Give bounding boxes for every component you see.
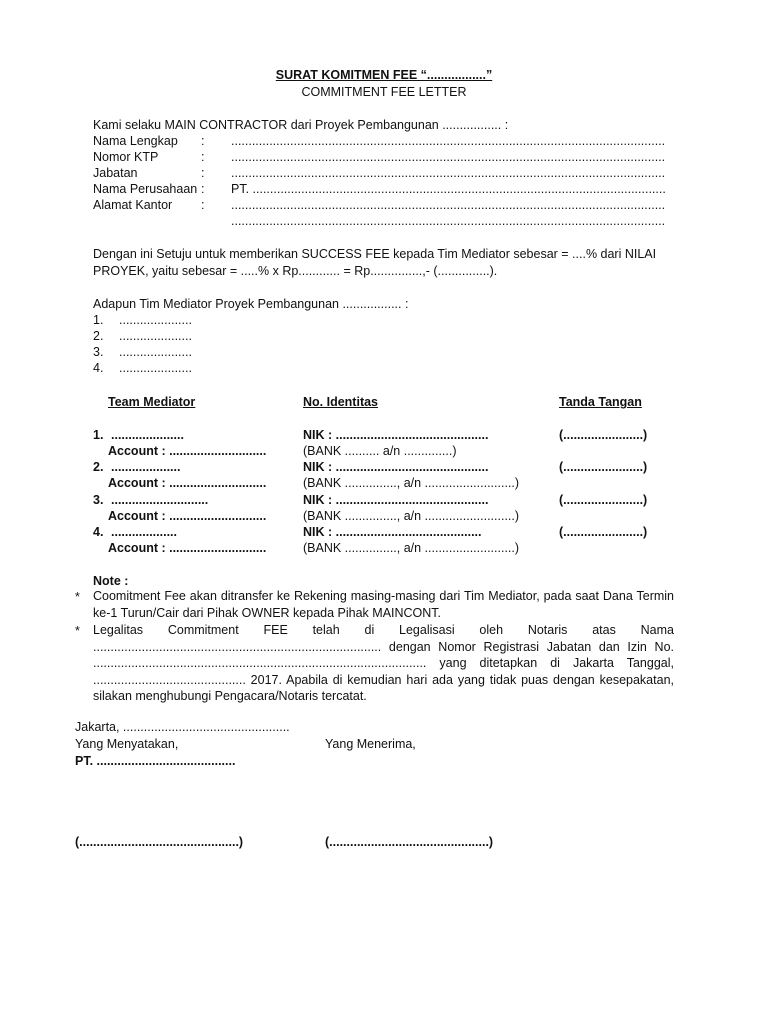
field-label: Nama Perusahaan [93, 182, 198, 196]
field-value: ............................................................................................................................. [231, 150, 666, 164]
account-value: Account : ............................ [108, 476, 267, 490]
field-value: PT. ....................................................................................................................... [231, 182, 666, 196]
letter-subtitle: COMMITMENT FEE LETTER [301, 85, 467, 99]
company-name: PT. ........................................ [75, 754, 236, 768]
nik-value: NIK : .......................................... [303, 525, 482, 539]
agreement-line-2: PROYEK, yaitu sebesar = .....% x Rp............ = Rp...............,- (...............). [93, 264, 498, 278]
field-label: Nomor KTP [93, 150, 159, 164]
list-number: 3. [93, 345, 104, 359]
note-bullet: * [75, 590, 80, 604]
nik-value: NIK : ............................................ [303, 493, 489, 507]
left-role: Yang Menyatakan, [75, 737, 179, 751]
note-text: Coomitment Fee akan ditransfer ke Rekening masing-masing dari Tim Mediator, pada saat Dana Termin ke-1 Turun/Cair dari Pihak OWNER kepada Pihak MAINCONT. [93, 589, 674, 620]
nik-value: NIK : ............................................ [303, 428, 489, 442]
field-colon: : [201, 166, 205, 180]
address-line-2: ............................................................................................................................. [231, 214, 666, 228]
intro-text: Kami selaku MAIN CONTRACTOR dari Proyek Pembangunan ................. : [93, 118, 509, 132]
header-no-identitas: No. Identitas [303, 395, 379, 409]
mediator-name: ............................ [111, 493, 209, 507]
list-item: ..................... [119, 361, 192, 375]
letter-title: SURAT KOMITMEN FEE “.................” [275, 68, 493, 82]
mediator-name: ..................... [111, 428, 184, 442]
left-signature: (..............................................) [75, 835, 244, 849]
field-label: Jabatan [93, 166, 138, 180]
signature-slot: (.......................) [559, 428, 648, 442]
list-number: 2. [93, 329, 104, 343]
header-tanda-tangan: Tanda Tangan [559, 395, 642, 409]
bank-value: (BANK ..............., a/n ..........................) [303, 509, 520, 523]
note-bullet: * [75, 624, 80, 638]
signature-slot: (.......................) [559, 525, 648, 539]
right-role: Yang Menerima, [325, 737, 416, 751]
field-colon: : [201, 134, 205, 148]
account-value: Account : ............................ [108, 509, 267, 523]
note-title: Note : [93, 574, 129, 588]
note-text: Legalitas Commitment FEE telah di Legalisasi oleh Notaris atas Nama ................................................................................... dengan Nomor Registrasi Jabatan dan Izin No. ................................................................................................ yang ditetapkan di Jakarta Tanggal, ............................................ 2017. Apabila di kemudian hari ada yang tidak puas dengan kesepakatan, silakan menghubungi Pengacara/Notaris tercatat. [93, 623, 674, 703]
signature-slot: (.......................) [559, 493, 648, 507]
field-label: Nama Lengkap [93, 134, 178, 148]
bank-value: (BANK ..............., a/n ..........................) [303, 541, 520, 555]
bank-value: (BANK ..............., a/n ..........................) [303, 476, 520, 490]
account-value: Account : ............................ [108, 444, 267, 458]
list-item: ..................... [119, 329, 192, 343]
row-number: 4. [93, 525, 104, 539]
field-colon: : [201, 182, 205, 196]
account-value: Account : ............................ [108, 541, 267, 555]
row-number: 1. [93, 428, 104, 442]
nik-value: NIK : ............................................ [303, 460, 489, 474]
field-colon: : [201, 198, 205, 212]
bank-value: (BANK .......... a/n ..............) [303, 444, 457, 458]
list-item: ..................... [119, 345, 192, 359]
header-team-mediator: Team Mediator [108, 395, 196, 409]
list-number: 4. [93, 361, 104, 375]
list-number: 1. [93, 313, 104, 327]
field-colon: : [201, 150, 205, 164]
field-label: Alamat Kantor [93, 198, 173, 212]
field-value: ............................................................................................................................. [231, 134, 666, 148]
mediator-name: .................... [111, 460, 181, 474]
mediator-intro: Adapun Tim Mediator Proyek Pembangunan ................. : [93, 297, 409, 311]
list-item: ..................... [119, 313, 192, 327]
row-number: 3. [93, 493, 104, 507]
field-value: ............................................................................................................................. [231, 198, 666, 212]
field-value: ............................................................................................................................. [231, 166, 666, 180]
row-number: 2. [93, 460, 104, 474]
agreement-line-1: Dengan ini Setuju untuk memberikan SUCCESS FEE kepada Tim Mediator sebesar = ....% dari NILAI [93, 247, 657, 261]
mediator-name: ................... [111, 525, 177, 539]
signature-slot: (.......................) [559, 460, 648, 474]
place-date: Jakarta, ................................................ [75, 720, 290, 734]
right-signature: (..............................................) [325, 835, 494, 849]
